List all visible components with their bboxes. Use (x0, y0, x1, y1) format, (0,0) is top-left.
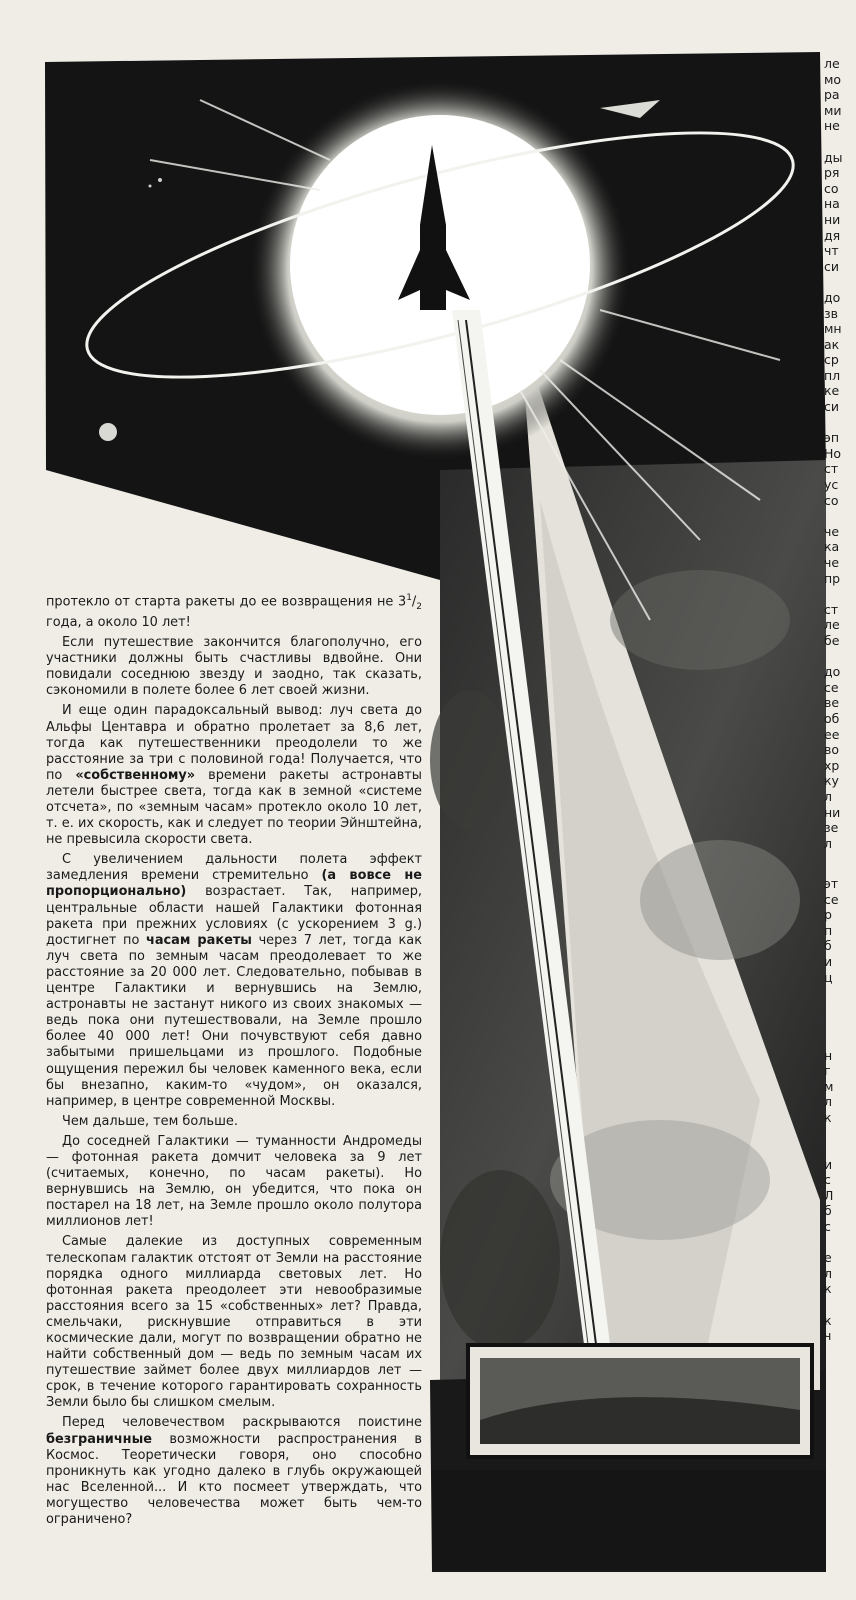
edge-fragment-line (824, 1141, 856, 1157)
edge-fragment-line (824, 508, 856, 524)
article-column (46, 590, 422, 1532)
article-paragraph-2: Если путешествие закончится благополучно, его участники должны быть счастливы вдвойне. Они повидали соседнюю звезду и заодно, так сказать, сэкономили в полете более 6 лет своей жизни. (46, 635, 422, 699)
edge-fragment-line: че (824, 555, 840, 570)
edge-fragment-line (824, 1235, 856, 1251)
edge-fragment-line (824, 1391, 856, 1407)
edge-fragment-line: ку (824, 773, 839, 789)
edge-fragment-line: се (824, 679, 839, 695)
edge-fragment-line: эп (824, 430, 840, 446)
article-paragraph-3: И еще один парадоксальный вывод: луч света до Альфы Центавра и обратно пролетает за 8,6 лет, тогда как путешественники преодолели то же расстояние за три с половиной года! Получается, что по «собственному» времени ракеты астронавты летели быстрее света, тогда как в земной «системе отсчета», по «земным часам» протекло около 10 лет, т. е. их скорость, как и следует по теории Эйнштейна, не превысила скорости света. (46, 703, 422, 848)
edge-fragment-line: зе (824, 820, 839, 836)
edge-fragment-line: с (824, 1172, 831, 1188)
edge-fragment-line: ле (824, 617, 840, 633)
small-planet (99, 423, 117, 441)
edge-fragment-line (824, 1297, 856, 1313)
edge-fragment-line: до (824, 289, 841, 305)
edge-fragment-line: пр (824, 570, 841, 586)
edge-fragment-line: р (824, 907, 832, 923)
edge-fragment-line: ра (824, 87, 840, 103)
edge-fragment-line: к (824, 1281, 832, 1297)
edge-fragment-line: Но (824, 445, 842, 461)
edge-fragment-line (824, 1453, 856, 1469)
edge-fragment-line (824, 1001, 856, 1017)
edge-fragment-line: ц (824, 969, 833, 985)
edge-fragment-line: л (824, 835, 832, 851)
edge-fragment-line: п (824, 922, 833, 938)
edge-fragment-line: с (824, 1219, 831, 1235)
edge-fragment-line (824, 1437, 856, 1453)
edge-fragment-line: б (824, 1203, 832, 1219)
article-paragraph-4: С увеличением дальности полета эффект замедления времени стремительно (а вовсе не пропорционально) возрастает. Так, например, центральные области нашей Галактики фотонная ракета при прежних условиях (с ускорением 3 g.) достигнет по часам ракеты через 7 лет, тогда как луч света по земным часам преодолевает то же расстояние за 20 000 лет. Следовательно, побывав в центре Галактики и вернувшись на Землю, астронавты не застанут никого из своих знакомых — ведь пока они путешествовали, на Земле прошло более 40 000 лет! Они почувствуют себя давно забытыми пришельцами из прошлого. Подобные ощущения пережил бы человек каменного века, если бы внезапно, каким-то «чудом», он оказался, например, в центре современной Москвы. (46, 852, 422, 1109)
edge-fragment-line (824, 415, 856, 431)
edge-fragment-line: л (824, 1265, 832, 1281)
edge-fragment-line: бе (824, 632, 840, 648)
article-paragraph-8: Перед человечеством раскрываются поистине безграничные возможности распространения в Космос. Теоретически говоря, оно способно проникнуть как угодно далеко в глубь окружающей нас Вселенной... И кто посмеет утверждать, что могущество человечества может быть чем-то ограничено? (46, 1415, 422, 1528)
edge-fragment-line: л (824, 1094, 832, 1110)
edge-fragment-line: е (824, 1250, 832, 1266)
edge-fragment-line: ст (824, 601, 839, 617)
edge-fragment-line: си (824, 258, 839, 274)
edge-fragment-line: ср (824, 352, 839, 368)
edge-fragment-line: ни (824, 211, 841, 227)
edge-fragment-line (824, 1422, 856, 1438)
article-paragraph-6: До соседней Галактики — туманности Андромеды — фотонная ракета домчит человека за 9 лет (считаемых, конечно, по часам ракеты). Но вернувшись на Землю, он убедится, что пока он постарел на 18 лет, на Земле прошло около полутора миллионов лет! (46, 1133, 422, 1230)
edge-fragment-line: н (824, 1047, 833, 1063)
edge-fragment-line: к (824, 1109, 832, 1125)
edge-fragment-line: ке (824, 383, 840, 399)
article-paragraph-5: Чем дальше, тем больше. (62, 1113, 238, 1129)
edge-fragment-line: мо (824, 71, 842, 87)
edge-fragments-top (824, 56, 856, 866)
edge-fragment-line: хр (824, 757, 840, 773)
edge-fragment-line: че (824, 523, 840, 539)
article-paragraph-1: протекло от старта ракеты до ее возвращения не $3^1/_2$ года, а около 10 лет! (46, 593, 422, 630)
edge-fragment-line: ми (824, 102, 842, 118)
edge-fragment-line: ве (824, 695, 840, 711)
edge-fragment-line: ды (824, 149, 843, 165)
edge-fragment-line (824, 586, 856, 602)
edge-fragment-line: об (824, 710, 840, 726)
edge-fragment-line (824, 1126, 856, 1142)
edge-fragment-line: зв (824, 305, 839, 321)
edge-fragment-line: к (824, 1312, 832, 1328)
edge-fragment-line: ст (824, 461, 839, 477)
edge-fragment-line (824, 1032, 856, 1048)
edge-fragment-line (824, 1344, 856, 1360)
edge-fragment-line (824, 1469, 856, 1485)
edge-fragment-line: и (824, 1156, 833, 1172)
edge-fragment-line: ак (824, 336, 840, 352)
edge-fragment-line (824, 1016, 856, 1032)
edge-fragment-line (824, 134, 856, 150)
edge-fragment-line: ус (824, 477, 839, 493)
edge-fragment-line: на (824, 196, 840, 212)
edge-fragment-line: пл (824, 367, 841, 383)
edge-fragment-line: л (824, 788, 832, 804)
edge-fragment-line: б (824, 938, 832, 954)
edge-fragment-line (824, 1406, 856, 1422)
edge-fragment-line (824, 1359, 856, 1375)
edge-fragment-line: ни (824, 804, 841, 820)
edge-fragment-line: со (824, 180, 839, 196)
edge-fragment-line: со (824, 492, 839, 508)
edge-fragments-bottom (824, 876, 856, 1576)
edge-fragment-line: до (824, 664, 841, 680)
edge-fragment-line: се (824, 891, 839, 907)
edge-fragment-line: и (824, 953, 833, 969)
edge-fragment-line (824, 274, 856, 290)
edge-fragment-line: чт (824, 243, 839, 259)
edge-fragment-line: ле (824, 56, 840, 71)
edge-fragment-line: ее (824, 726, 840, 742)
edge-fragment-line: дя (824, 227, 841, 243)
edge-fragment-line: не (824, 118, 840, 134)
edge-fragment-line: ка (824, 539, 840, 555)
edge-fragment-line (824, 649, 856, 665)
edge-fragment-line: эт (824, 876, 839, 891)
edge-fragment-line: во (824, 742, 840, 758)
edge-fragment-line (824, 1484, 856, 1500)
edge-fragment-line: ч (824, 1328, 832, 1344)
edge-fragment-line: мн (824, 321, 842, 337)
article-paragraph-7: Самые далекие из доступных современным телескопам галактик отстоят от Земли на расстояние порядка одного миллиарда световых лет. Но фотонная ракета преодолеет эти невообразимые расстояния всего за 15 «собственных» лет? Правда, смельчаки, рискнувшие отправиться в эти космические дали, могут по возвращении обратно не найти собственный дом — ведь по земным часам их путешествие займет более двух миллиардов лет — срок, в течение которого гарантировать сохранность Земли было бы слишком смелым. (46, 1234, 422, 1411)
edge-fragment-line: м (824, 1078, 834, 1094)
edge-fragment-line: г (824, 1063, 831, 1079)
edge-fragment-line: ря (824, 165, 840, 181)
edge-fragment-line (824, 985, 856, 1001)
edge-fragment-line: Л (824, 1187, 834, 1203)
edge-fragment-line: си (824, 399, 839, 415)
edge-fragment-line (824, 1375, 856, 1391)
